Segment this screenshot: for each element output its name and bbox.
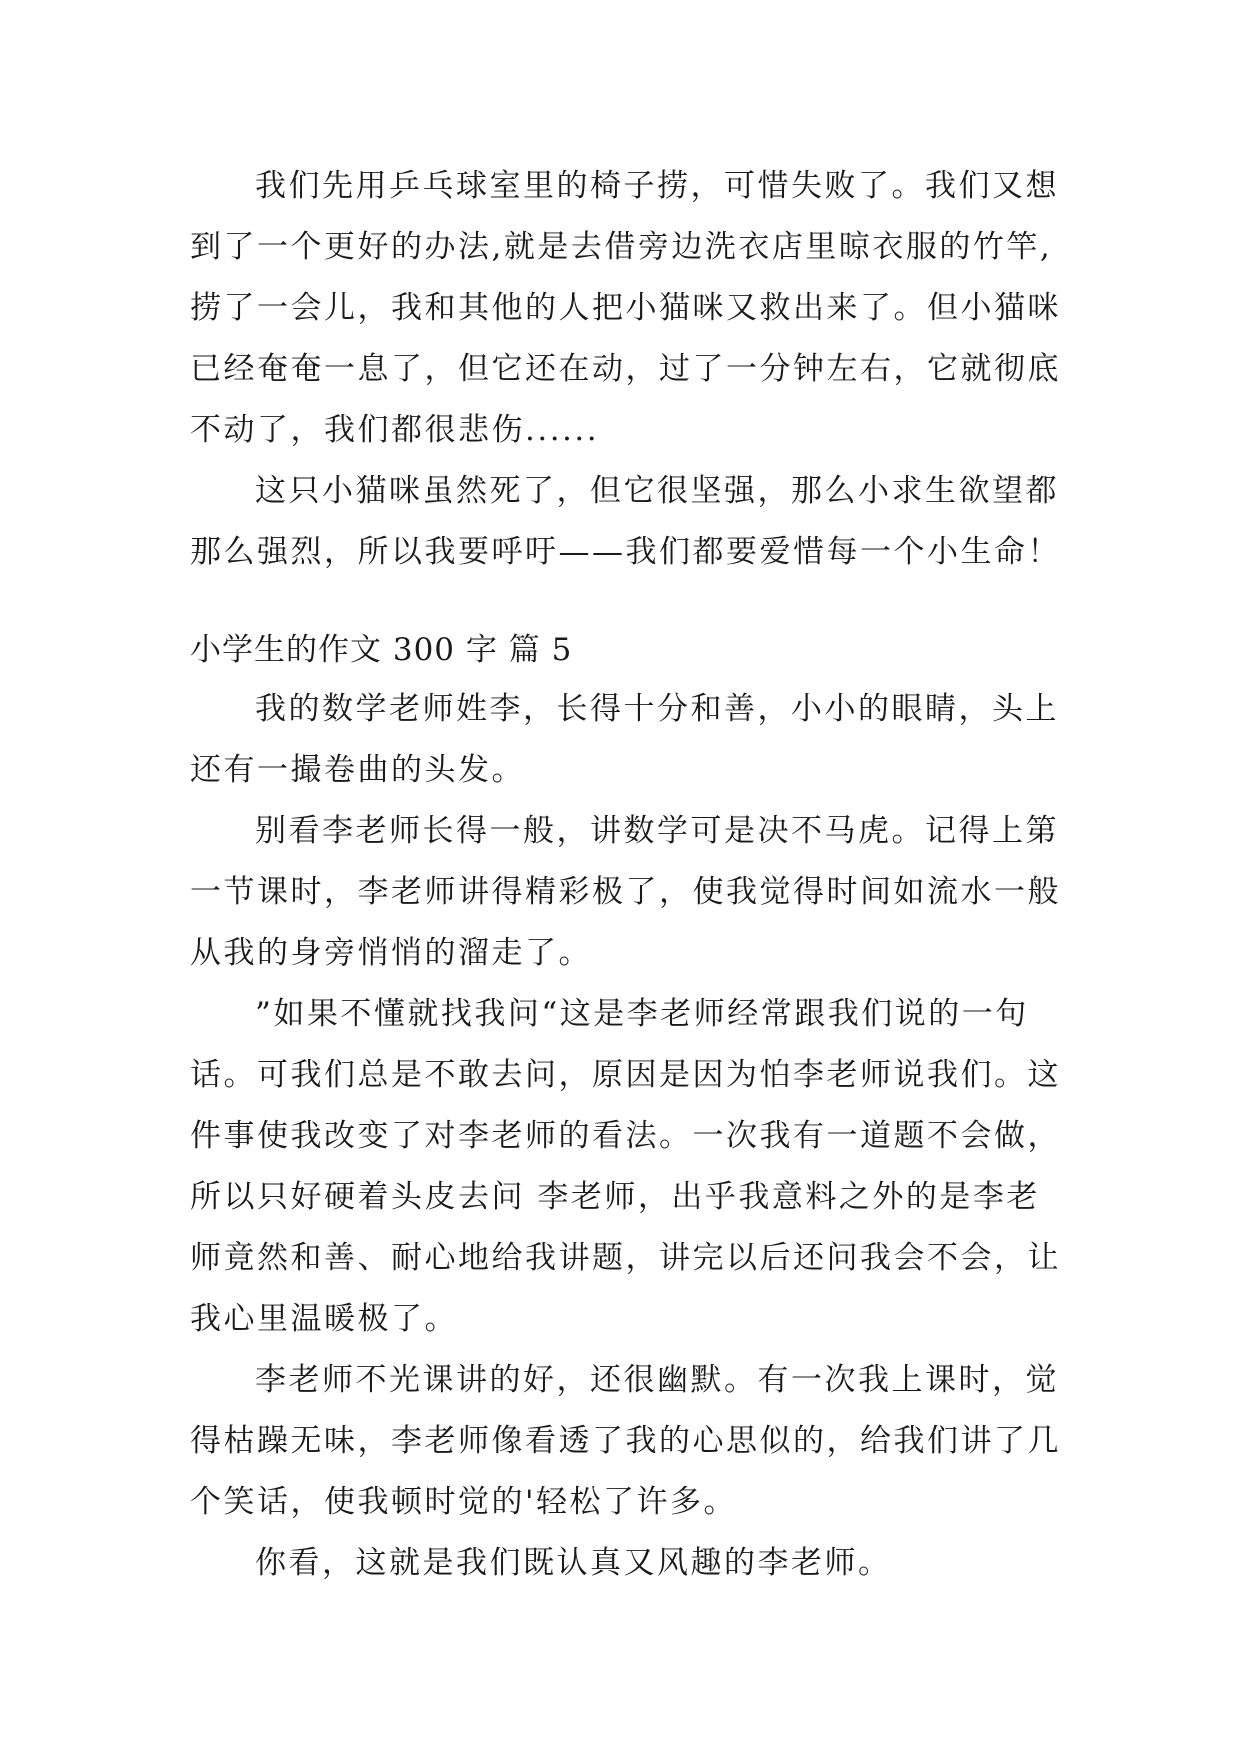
text-line: 那么强烈，所以我要呼吁——我们都要爱惜每一个小生命！ (190, 534, 1061, 570)
text-line: 已经奄奄一息了，但它还在动，过了一分钟左右，它就彻底 (190, 351, 1061, 387)
text-line: 我的数学老师姓李，长得十分和善，小小的眼睛，头上 (255, 691, 1059, 727)
text-line: 到了一个更好的办法,就是去借旁边洗衣店里晾衣服的竹竿, (190, 229, 1053, 265)
text-line: 这只小猫咪虽然死了，但它很坚强，那么小求生欲望都 (255, 473, 1059, 509)
text-line: 一节课时，李老师讲得精彩极了，使我觉得时间如流水一般 (190, 874, 1061, 910)
text-line: 捞了一会儿，我和其他的人把小猫咪又救出来了。但小猫咪 (190, 290, 1061, 326)
section-heading: 小学生的作文 300 字 篇 5 (190, 632, 573, 668)
text-line: 话。可我们总是不敢去问，原因是因为怕李老师说我们。这 (190, 1057, 1061, 1093)
text-line: 你看，这就是我们既认真又风趣的李老师。 (255, 1545, 892, 1581)
text-line: 师竟然和善、耐心地给我讲题，讲完以后还问我会不会，让 (190, 1240, 1061, 1276)
text-line: ”如果不懂就找我问“这是李老师经常跟我们说的一句 (255, 996, 1029, 1032)
text-line: 不动了，我们都很悲伤...... (190, 412, 600, 448)
text-line: 个笑话，使我顿时觉的'轻松了许多。 (190, 1484, 738, 1520)
text-line: 还有一撮卷曲的头发。 (190, 752, 525, 788)
text-line: 我们先用乒乓球室里的椅子捞，可惜失败了。我们又想 (255, 168, 1059, 204)
text-line: 件事使我改变了对李老师的看法。一次我有一道题不会做， (190, 1118, 1061, 1154)
text-line: 所以只好硬着头皮去问 李老师，出乎我意料之外的是李老 (190, 1179, 1040, 1215)
text-line: 李老师不光课讲的好，还很幽默。有一次我上课时，觉 (255, 1362, 1059, 1398)
text-line: 从我的身旁悄悄的溜走了。 (190, 935, 592, 971)
text-line: 我心里温暖极了。 (190, 1301, 458, 1337)
text-line: 得枯躁无味，李老师像看透了我的心思似的，给我们讲了几 (190, 1423, 1061, 1459)
text-line: 别看李老师长得一般，讲数学可是决不马虎。记得上第 (255, 813, 1059, 849)
